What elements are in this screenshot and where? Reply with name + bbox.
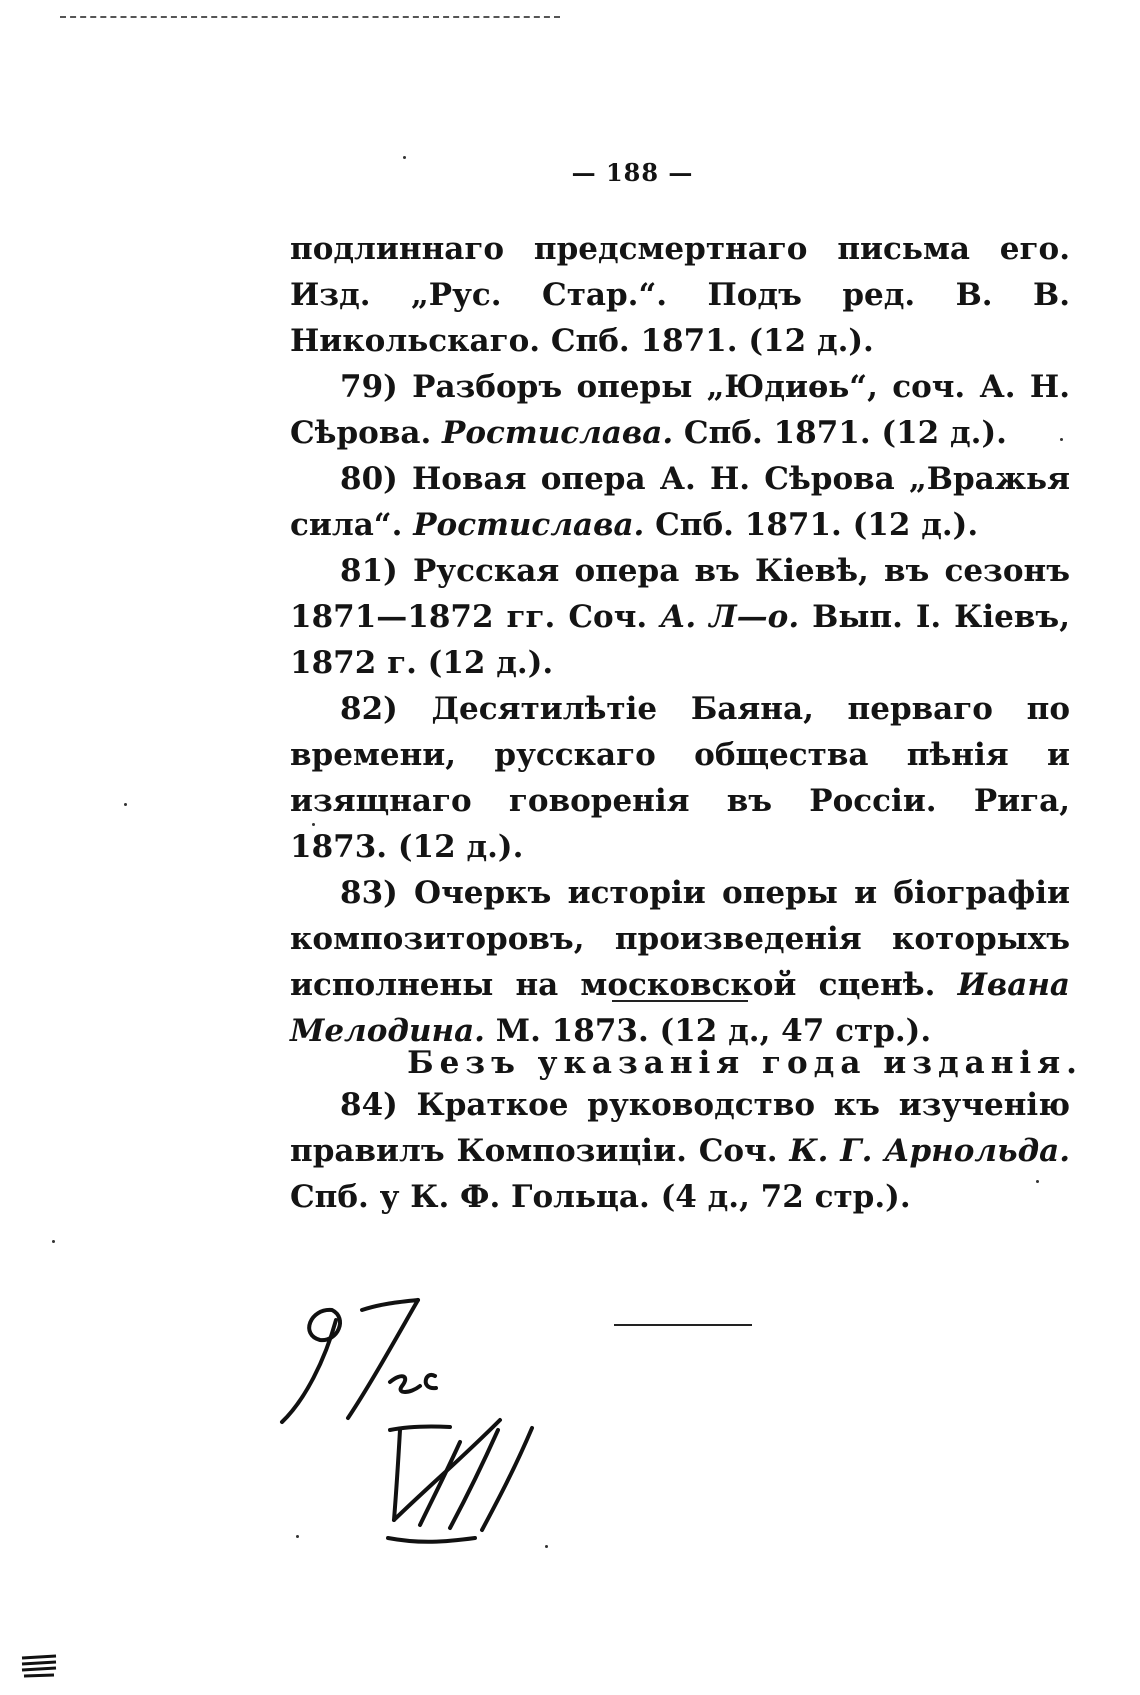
entry-81-title: 81) Русская опера въ Кіевѣ, въ сезонъ 1871—1872 гг. Соч. bbox=[290, 553, 1070, 635]
entry-81 bbox=[290, 548, 1070, 686]
entry-83-title: 83) Очеркъ исторіи оперы и біографіи композиторовъ, произведенія которыхъ исполнены на московской сценѣ. bbox=[290, 875, 1070, 1003]
top-edge-rule bbox=[60, 16, 560, 18]
print-speck bbox=[1060, 438, 1063, 441]
bibliography-block bbox=[290, 226, 1070, 1054]
entry-81-imprint: Вып. I. Кіевъ, 1872 г. (12 д.). bbox=[290, 599, 1070, 681]
entry-83 bbox=[290, 870, 1070, 1054]
entry-84-title: 84) Краткое руководство къ изученію правилъ Композиціи. Соч. bbox=[290, 1087, 1070, 1169]
print-speck bbox=[52, 1240, 55, 1243]
bibliography-block-undated bbox=[290, 1082, 1070, 1220]
entry-80-author: Ростислава. bbox=[413, 507, 645, 543]
entry-79-imprint: Спб. 1871. (12 д.). bbox=[673, 415, 1007, 451]
entry-80 bbox=[290, 456, 1070, 548]
margin-binding-mark bbox=[20, 1650, 60, 1680]
entry-84-imprint: Спб. у К. Ф. Гольца. (4 д., 72 стр.). bbox=[290, 1179, 911, 1215]
entry-84 bbox=[290, 1082, 1070, 1220]
entry-79-author: Ростислава. bbox=[442, 415, 674, 451]
entry-79-title: 79) Разборъ оперы „Юдиѳь“, соч. А. Н. Сѣрова. bbox=[290, 369, 1070, 451]
section-heading: Безъ указанія года изданія. bbox=[407, 1045, 1083, 1081]
print-speck bbox=[545, 1545, 548, 1548]
print-speck bbox=[1036, 1180, 1039, 1183]
handwritten-note bbox=[270, 1290, 540, 1550]
print-speck bbox=[296, 1535, 299, 1538]
print-speck bbox=[124, 803, 127, 806]
entry-83-author: Ивана Мелодина. bbox=[290, 967, 1070, 1049]
entry-83-imprint: М. 1873. (12 д., 47 стр.). bbox=[484, 1013, 932, 1049]
section-divider bbox=[612, 1000, 748, 1002]
entry-80-title: 80) Новая опера А. Н. Сѣрова „Вражья сила“. bbox=[290, 461, 1070, 543]
entry-78-continuation: подлиннаго предсмертнаго письма его. Изд. „Рус. Стар.“. Подъ ред. В. В. Никольскаго. Спб. 1871. (12 д.). bbox=[290, 231, 1070, 359]
entry-80-imprint: Спб. 1871. (12 д.). bbox=[644, 507, 979, 543]
entry-81-author: А. Л—о. bbox=[660, 599, 800, 635]
entry-79 bbox=[290, 364, 1070, 456]
entry-84-author: К. Г. Арнольда. bbox=[789, 1133, 1071, 1169]
page-number: — 188 — bbox=[571, 158, 694, 187]
entry-82: 82) Десятилѣтіе Баяна, перваго по времени, русскаго общества пѣнія и изящнаго говоренія въ Россіи. Рига, 1873. (12 д.). bbox=[290, 691, 1070, 865]
print-speck bbox=[403, 156, 406, 159]
print-speck bbox=[312, 823, 315, 826]
end-divider bbox=[614, 1324, 752, 1326]
